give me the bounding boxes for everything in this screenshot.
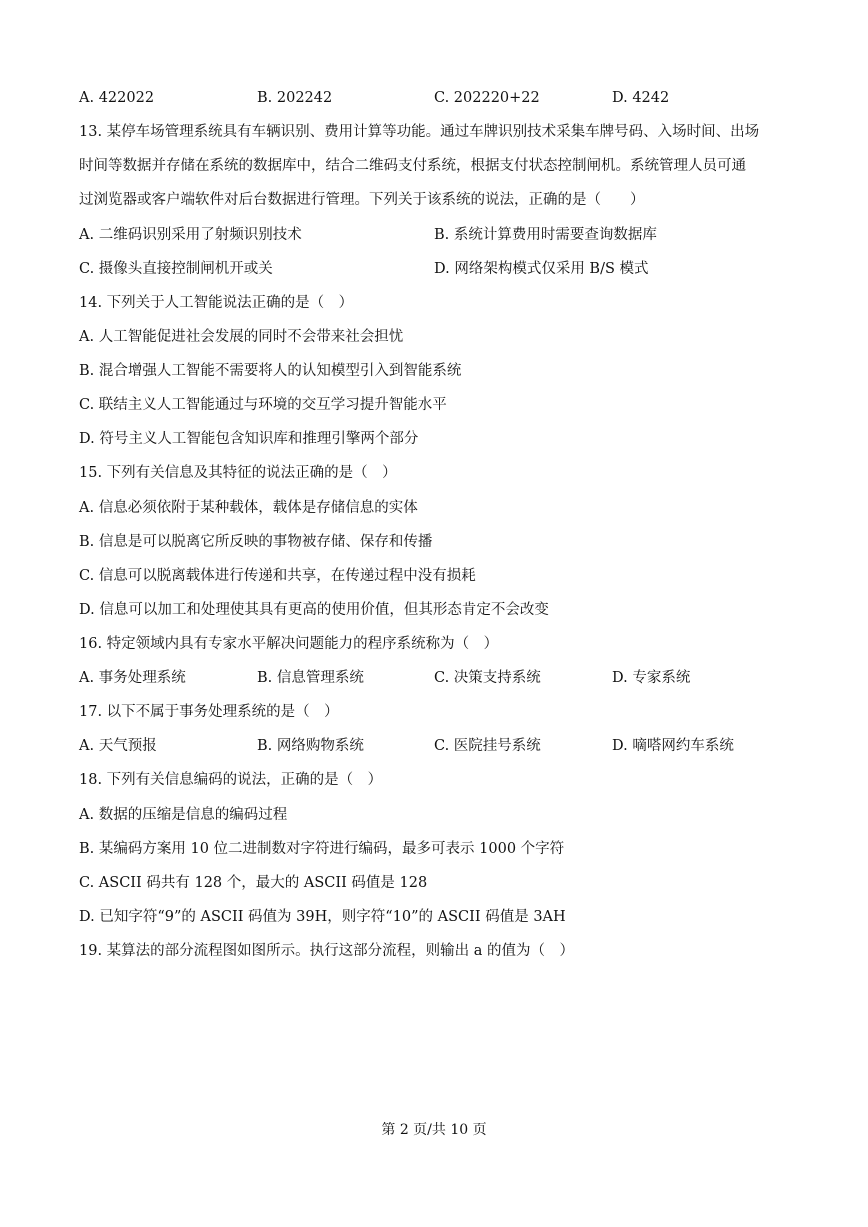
q18-option-b: B. 某编码方案用 10 位二进制数对字符进行编码，最多可表示 1000 个字符 bbox=[79, 841, 565, 857]
q16-option-a: A. 事务处理系统 bbox=[79, 670, 186, 686]
q16-stem: 16. 特定领域内具有专家水平解决问题能力的程序系统称为（ ） bbox=[79, 636, 499, 652]
q12-option-d: D. 4242 bbox=[612, 90, 670, 106]
q13-stem-line-1: 13. 某停车场管理系统具有车辆识别、费用计算等功能。通过车牌识别技术采集车牌号码、入场时间、出场 bbox=[79, 124, 760, 140]
q13-option-b: B. 系统计算费用时需要查询数据库 bbox=[434, 227, 657, 243]
q16-option-b: B. 信息管理系统 bbox=[257, 670, 364, 686]
q15-option-c: C. 信息可以脱离载体进行传递和共享，在传递过程中没有损耗 bbox=[79, 568, 476, 584]
q14-option-c: C. 联结主义人工智能通过与环境的交互学习提升智能水平 bbox=[79, 397, 447, 413]
q13-options-row-2 bbox=[79, 259, 791, 279]
q14-option-a: A. 人工智能促进社会发展的同时不会带来社会担忧 bbox=[79, 329, 404, 345]
q12-option-b: B. 202242 bbox=[257, 90, 333, 106]
q17-option-b: B. 网络购物系统 bbox=[257, 738, 364, 754]
q15-option-d: D. 信息可以加工和处理使其具有更高的使用价值，但其形态肯定不会改变 bbox=[79, 602, 549, 618]
q13-stem-line-3: 过浏览器或客户端软件对后台数据进行管理。下列关于该系统的说法，正确的是（ ） bbox=[79, 192, 645, 208]
q13-option-d: D. 网络架构模式仅采用 B/S 模式 bbox=[434, 261, 649, 277]
q17-option-d: D. 嘀嗒网约车系统 bbox=[612, 738, 734, 754]
q15-option-b: B. 信息是可以脱离它所反映的事物被存储、保存和传播 bbox=[79, 534, 433, 550]
q16-option-c: C. 决策支持系统 bbox=[434, 670, 541, 686]
q17-option-c: C. 医院挂号系统 bbox=[434, 738, 541, 754]
q18-stem: 18. 下列有关信息编码的说法，正确的是（ ） bbox=[79, 772, 383, 788]
page-footer: 第 2 页/共 10 页 bbox=[381, 1122, 487, 1138]
q18-option-a: A. 数据的压缩是信息的编码过程 bbox=[79, 807, 288, 823]
q12-option-a: A. 422022 bbox=[79, 90, 155, 106]
q13-option-c: C. 摄像头直接控制闸机开或关 bbox=[79, 261, 273, 277]
q16-option-d: D. 专家系统 bbox=[612, 670, 691, 686]
q13-option-a: A. 二维码识别采用了射频识别技术 bbox=[79, 227, 302, 243]
q13-options-row-1 bbox=[79, 225, 791, 245]
q17-option-a: A. 天气预报 bbox=[79, 738, 157, 754]
q17-stem: 17. 以下不属于事务处理系统的是（ ） bbox=[79, 704, 339, 720]
q18-option-d: D. 已知字符“9”的 ASCII 码值为 39H，则字符“10”的 ASCII 码值是 3AH bbox=[79, 909, 566, 925]
q14-option-d: D. 符号主义人工智能包含知识库和推理引擎两个部分 bbox=[79, 431, 419, 447]
q18-option-c: C. ASCII 码共有 128 个，最大的 ASCII 码值是 128 bbox=[79, 875, 428, 891]
q19-stem: 19. 某算法的部分流程图如图所示。执行这部分流程，则输出 a 的值为（ ） bbox=[79, 943, 575, 959]
q15-stem: 15. 下列有关信息及其特征的说法正确的是（ ） bbox=[79, 465, 397, 481]
q12-option-c: C. 202220+22 bbox=[434, 90, 540, 106]
q16-options bbox=[79, 668, 791, 688]
q14-stem: 14. 下列关于人工智能说法正确的是（ ） bbox=[79, 295, 354, 311]
q13-stem-line-2: 时间等数据并存储在系统的数据库中，结合二维码支付系统，根据支付状态控制闸机。系统管理人员可通 bbox=[79, 158, 746, 174]
q14-option-b: B. 混合增强人工智能不需要将人的认知模型引入到智能系统 bbox=[79, 363, 462, 379]
q17-options bbox=[79, 736, 791, 756]
q15-option-a: A. 信息必须依附于某种载体，载体是存储信息的实体 bbox=[79, 500, 418, 516]
q12-options bbox=[79, 88, 791, 108]
